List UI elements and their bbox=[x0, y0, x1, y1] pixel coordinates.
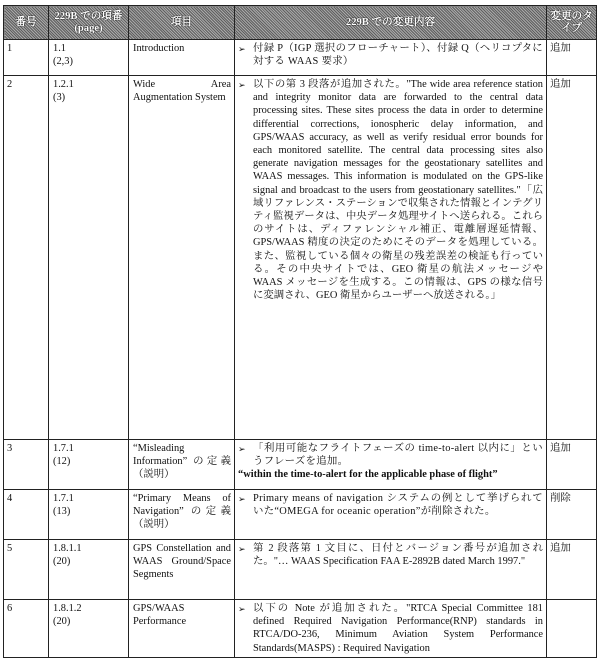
section-number: 1.7.1 bbox=[53, 443, 74, 454]
row-change bbox=[235, 600, 547, 658]
row-change bbox=[235, 540, 547, 600]
header-type: 変更のタイプ bbox=[547, 6, 597, 40]
row-num: 2 bbox=[4, 76, 49, 440]
table-row bbox=[4, 490, 597, 540]
row-type: 削除 bbox=[547, 490, 597, 540]
document bbox=[3, 5, 596, 658]
row-section bbox=[49, 440, 129, 490]
row-section bbox=[49, 40, 129, 76]
header-num: 番号 bbox=[4, 6, 49, 40]
row-item: GPS/WAAS Performance bbox=[129, 600, 235, 658]
row-section bbox=[49, 490, 129, 540]
row-item: GPS Constellation and WAAS Ground/Space Segments bbox=[129, 540, 235, 600]
arrowhead-bullet-icon: ➢ bbox=[238, 444, 246, 454]
row-type: 追加 bbox=[547, 76, 597, 440]
row-change bbox=[235, 40, 547, 76]
table-row bbox=[4, 540, 597, 600]
row-change bbox=[235, 490, 547, 540]
section-page: (12) bbox=[53, 456, 71, 468]
arrowhead-bullet-icon: ➢ bbox=[238, 44, 246, 54]
table-row bbox=[4, 76, 597, 440]
row-num: 3 bbox=[4, 440, 49, 490]
arrowhead-bullet-icon: ➢ bbox=[238, 80, 246, 90]
row-section bbox=[49, 76, 129, 440]
header-change: 229B での変更内容 bbox=[235, 6, 547, 40]
change-text: Primary means of navigation システムの例として挙げられていた“OMEGA for oceanic operation”が削除された。 bbox=[253, 493, 543, 518]
row-type: 追加 bbox=[547, 540, 597, 600]
table-row bbox=[4, 40, 597, 76]
row-type: 追加 bbox=[547, 440, 597, 490]
section-page: (13) bbox=[53, 506, 71, 518]
section-number: 1.1 bbox=[53, 43, 66, 54]
row-item: Introduction bbox=[129, 40, 235, 76]
section-number: 1.7.1 bbox=[53, 493, 74, 504]
row-section bbox=[49, 600, 129, 658]
header-section: 229B での項番(page) bbox=[49, 6, 129, 40]
change-text: 付録 P（IGP 選択のフローチャート）、付録 Q（ヘリコプタに対する WAAS 要求） bbox=[253, 43, 543, 68]
row-section bbox=[49, 540, 129, 600]
table-row bbox=[4, 600, 597, 658]
header-item: 項目 bbox=[129, 6, 235, 40]
section-page: (20) bbox=[53, 616, 71, 628]
row-change bbox=[235, 76, 547, 440]
section-number: 1.8.1.1 bbox=[53, 543, 82, 554]
row-num: 5 bbox=[4, 540, 49, 600]
section-page: (20) bbox=[53, 556, 71, 568]
row-num: 4 bbox=[4, 490, 49, 540]
header-row bbox=[4, 6, 597, 40]
change-text: 以下の第 3 段落が追加された。"The wide area reference station and integrity monitor data are forwarded to the central data processing sites. These sites process the data in order to determine differential corrections, ionospheric delay information, and GPS/WAAS accuracy, as well as verify residual error bounds for each monitored satellite. The central data processing sites also generate navigation messages for the geostationary satellites and WAAS messages. This information is modulated on the GPS-like signal and broadcast to the users from geostationary satellites."「広域リファレンス・ステーションで収集された情報とインテグリティ監視データは、中央データ処理サイトへ送られる。これらのサイトは、ディファレンシャル補正、電離層遅延情報、GPS/WAAS 精度の決定のためにそのデータを処理している。また、監視している個々の衛星の残差誤差の検証も行っている。その中央サイトでは、GEO 衛星の航法メッセージや WAAS メッセージを生成する。この情報は、GPS の様な信号に変調され、GEO 衛星からユーザーへ放送される。」 bbox=[253, 79, 543, 302]
row-type: 追加 bbox=[547, 40, 597, 76]
row-change bbox=[235, 440, 547, 490]
row-num: 1 bbox=[4, 40, 49, 76]
row-item: “Primary Means of Navigation” の定義（説明） bbox=[129, 490, 235, 540]
section-page: (2,3) bbox=[53, 56, 73, 68]
change-text: 「利用可能なフライトフェーズの time-to-alert 以内に」というフレーズを追加。 bbox=[253, 443, 543, 468]
change-note: “within the time-to-alert for the applicable phase of flight” bbox=[238, 469, 498, 481]
change-table bbox=[3, 5, 597, 658]
change-text: 以下の Note が追加された。"RTCA Special Committee 181 defined Required Navigation Performance(RNP) standards in RTCA/DO-236, Minimum Aviation System Performance Standards(MASPS) : Required Navigation bbox=[253, 603, 543, 654]
section-page: (3) bbox=[53, 92, 66, 104]
section-number: 1.2.1 bbox=[53, 79, 74, 90]
change-text: 第 2 段落第 1 文目に、日付とバージョン番号が追加された。"… WAAS Specification FAA E-2892B dated March 1997." bbox=[253, 543, 543, 568]
row-num: 6 bbox=[4, 600, 49, 658]
table-row bbox=[4, 440, 597, 490]
arrowhead-bullet-icon: ➢ bbox=[238, 544, 246, 554]
arrowhead-bullet-icon: ➢ bbox=[238, 494, 246, 504]
arrowhead-bullet-icon: ➢ bbox=[238, 604, 246, 614]
row-item: “Misleading Information” の定義（説明） bbox=[129, 440, 235, 490]
section-number: 1.8.1.2 bbox=[53, 603, 82, 614]
row-type bbox=[547, 600, 597, 658]
row-item: Wide Area Augmentation System bbox=[129, 76, 235, 440]
